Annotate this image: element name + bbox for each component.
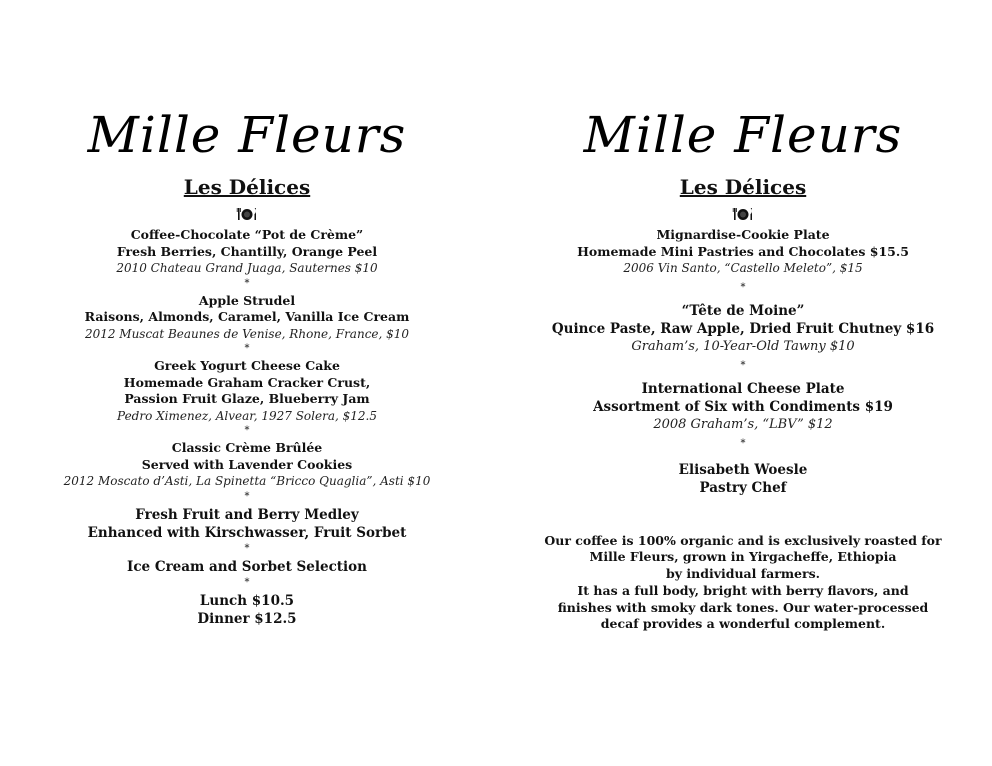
wine-pairing: Pedro Ximenez, Alvear, 1927 Solera, $12.5 — [117, 408, 377, 423]
item-name: Ice Cream and Sorbet Selection — [127, 558, 367, 575]
item-name: Mignardise-Cookie Plate — [656, 227, 830, 242]
item-name: Greek Yogurt Cheese Cake — [154, 358, 340, 373]
item-description: Passion Fruit Glaze, Blueberry Jam — [124, 391, 370, 406]
item-name: Apple Strudel — [198, 292, 296, 308]
coffee-note-line: by individual farmers. — [666, 566, 820, 582]
item-description: Served with Lavender Cookies — [141, 456, 353, 472]
item-description: Quince Paste, Raw Apple, Dried Fruit Chutney $16 — [551, 320, 935, 337]
separator: * — [244, 576, 250, 588]
item-name: Fresh Fruit and Berry Medley — [135, 506, 359, 523]
wine-pairing: 2008 Graham’s, “LBV” $12 — [653, 416, 833, 432]
item-description: Fresh Berries, Chantilly, Orange Peel — [116, 243, 378, 259]
plate-cutlery-icon — [513, 206, 973, 224]
wine-pairing: 2010 Chateau Grand Juaga, Sauternes $10 — [116, 261, 378, 275]
separator: * — [244, 277, 250, 289]
section-title: Les Délices — [183, 175, 311, 199]
separator: * — [244, 425, 250, 436]
item-description: Raisons, Almonds, Caramel, Vanilla Ice Cream — [84, 309, 410, 324]
restaurant-logo: Mille Fleurs — [87, 106, 407, 164]
dessert-item — [17, 558, 477, 576]
dessert-item — [513, 302, 973, 355]
item-name: Coffee-Chocolate “Pot de Crème” — [130, 227, 364, 242]
wine-pairing: 2012 Moscato d’Asti, La Spinetta “Bricco Quaglia”, Asti $10 — [63, 474, 431, 488]
item-description: Assortment of Six with Condiments $19 — [593, 398, 893, 415]
coffee-note — [513, 533, 973, 634]
menu-left — [17, 0, 477, 628]
chef-name: Elisabeth Woesle — [678, 461, 808, 478]
coffee-note-line: decaf provides a wonderful complement. — [600, 616, 886, 632]
wine-pairing: 2012 Muscat Beaunes de Venise, Rhone, France, $10 — [84, 326, 410, 341]
section-title: Les Délices — [679, 175, 807, 199]
chef-credit — [513, 461, 973, 497]
coffee-note-line: finishes with smoky dark tones. Our water-processed — [557, 599, 929, 615]
dinner-price: Dinner $12.5 — [197, 610, 297, 627]
separator: * — [244, 542, 250, 554]
dessert-item — [17, 506, 477, 542]
wine-pairing: Graham’s, 10-Year-Old Tawny $10 — [631, 338, 855, 354]
dessert-item — [513, 227, 973, 277]
item-name: “Tête de Moine” — [681, 302, 805, 319]
separator: * — [740, 281, 746, 293]
separator: * — [244, 343, 250, 354]
coffee-note-line: It has a full body, bright with berry flavors, and — [577, 582, 909, 598]
dessert-item — [513, 380, 973, 433]
item-description: Homemade Graham Cracker Crust, — [123, 374, 371, 390]
chef-title: Pastry Chef — [699, 479, 787, 496]
coffee-note-line: Our coffee is 100% organic and is exclusively roasted for — [544, 532, 942, 548]
separator: * — [244, 490, 250, 502]
price-block — [17, 592, 477, 628]
wine-pairing: 2006 Vin Santo, “Castello Meleto”, $15 — [623, 261, 863, 275]
dessert-item — [17, 227, 477, 277]
separator: * — [740, 359, 746, 371]
plate-cutlery-icon — [17, 206, 477, 224]
dessert-item — [17, 440, 477, 490]
dessert-item — [17, 358, 477, 424]
dessert-item — [17, 293, 477, 343]
item-description: Homemade Mini Pastries and Chocolates $15.5 — [577, 243, 909, 259]
separator: * — [740, 437, 746, 449]
lunch-price: Lunch $10.5 — [199, 592, 295, 609]
menu-right — [513, 0, 973, 633]
item-name: Classic Crème Brûlée — [171, 440, 323, 455]
coffee-note-line: Mille Fleurs, grown in Yirgacheffe, Ethiopia — [589, 549, 897, 565]
item-description: Enhanced with Kirschwasser, Fruit Sorbet — [87, 524, 407, 541]
restaurant-logo: Mille Fleurs — [583, 106, 903, 164]
item-name: International Cheese Plate — [641, 380, 845, 397]
